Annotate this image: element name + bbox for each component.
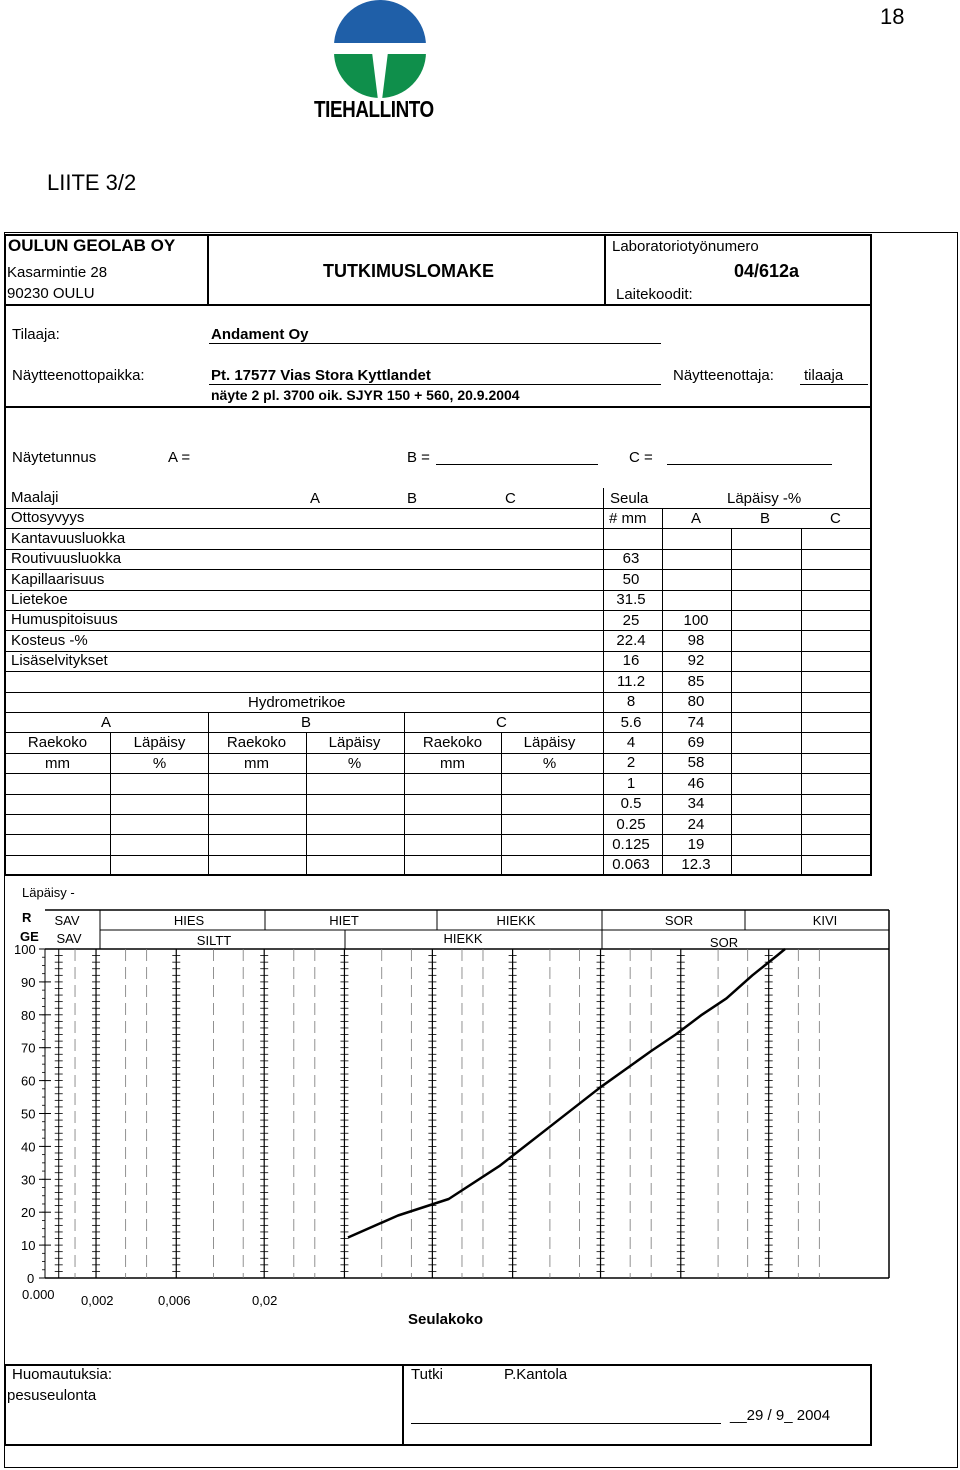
grid-col-line — [110, 732, 111, 874]
grid-row-line — [6, 508, 870, 509]
soil-class-label: HIEKK — [496, 913, 536, 928]
sieve-label: Seula — [610, 490, 649, 507]
org-name: OULUN GEOLAB OY — [8, 236, 176, 255]
examiner-name: P.Kantola — [504, 1366, 568, 1383]
y-tick-label: 10 — [21, 1238, 36, 1254]
grid-row-line — [6, 528, 870, 529]
form-box — [4, 234, 872, 876]
passing-a-cell: 19 — [687, 836, 705, 853]
date-text: __29 / 9_ 2004 — [730, 1407, 831, 1424]
property-label: Ottosyvyys — [11, 509, 85, 526]
grid-row-line — [6, 712, 870, 713]
divider — [604, 235, 606, 305]
x-tick-label: 0.000 — [22, 1287, 55, 1302]
hydro-pct: % — [152, 755, 167, 772]
grid-col-line — [731, 528, 732, 874]
hydro-mm: mm — [440, 755, 465, 772]
soil-class-label: SAV — [56, 931, 82, 946]
sample-c-label: C = — [629, 449, 653, 466]
grid-row-line — [6, 630, 870, 631]
grid-row-line — [6, 590, 870, 591]
hydro-size-label: Raekoko — [27, 734, 88, 751]
sieve-size-cell: 31.5 — [616, 591, 646, 608]
examiner-label: Tutki — [411, 1366, 443, 1383]
underline — [209, 343, 661, 344]
passing-a-cell: 98 — [687, 632, 705, 649]
sieve-size-cell: 5.6 — [620, 714, 642, 731]
sampling-place-label: Näytteenottopaikka: — [12, 367, 145, 384]
hydro-size-label: Raekoko — [422, 734, 483, 751]
y-tick-label: 70 — [21, 1040, 36, 1056]
hydro-pass-label: Läpäisy — [133, 734, 186, 751]
y-tick-label: 90 — [21, 974, 36, 990]
passing-label: Läpäisy -% — [727, 490, 802, 507]
property-label: Humuspitoisuus — [11, 611, 118, 628]
grid-row-line — [6, 753, 870, 754]
hydro-b: B — [301, 714, 312, 731]
property-label: Lisäselvitykset — [11, 652, 108, 669]
property-label: Kosteus -% — [11, 632, 88, 649]
grid-row-line — [6, 794, 870, 795]
class-row-ge-label: GE — [20, 929, 39, 944]
client-name: Andament Oy — [211, 326, 309, 343]
appendix-label: LIITE 3/2 — [47, 170, 137, 195]
underline — [436, 464, 598, 465]
sieve-size-cell: 25 — [622, 612, 640, 629]
hydro-mm: mm — [45, 755, 70, 772]
sampling-place-detail: näyte 2 pl. 3700 oik. SJYR 150 + 560, 20.9.2004 — [211, 387, 520, 403]
soil-class-label: SAV — [54, 913, 80, 928]
remarks-text: pesuseulonta — [7, 1387, 97, 1404]
hydro-mm: mm — [244, 755, 269, 772]
hydro-a: A — [101, 714, 112, 731]
sieve-size-cell: 50 — [622, 571, 640, 588]
grading-curve — [348, 949, 785, 1238]
soil-class-label: SOR — [664, 913, 694, 928]
grid-row-line — [6, 773, 870, 774]
property-label: Kapillaarisuus — [11, 571, 105, 588]
passing-col-a: A — [691, 510, 702, 527]
signature-line — [411, 1423, 721, 1424]
hydro-pct: % — [542, 755, 557, 772]
y-tick-label: 60 — [21, 1073, 36, 1089]
grid-row-line — [6, 610, 870, 611]
sieve-size-cell: 0.25 — [616, 816, 646, 833]
sieve-size-cell: 11.2 — [616, 673, 646, 690]
sieve-size-cell: 4 — [626, 734, 636, 751]
passing-a-cell: 12.3 — [681, 856, 711, 873]
grid-col-line — [404, 712, 405, 732]
grid-row-line — [6, 732, 870, 733]
grain-size-chart — [0, 900, 960, 1340]
grid-row-line — [6, 671, 870, 672]
sieve-size-cell: 0.063 — [612, 856, 650, 873]
grid-col-line — [801, 528, 802, 874]
underline — [209, 384, 661, 385]
x-tick-label: 0,006 — [158, 1293, 191, 1308]
property-label: Kantavuusluokka — [11, 530, 126, 547]
divider — [5, 406, 871, 408]
passing-a-cell: 46 — [687, 775, 705, 792]
grid-row-line — [6, 651, 870, 652]
sample-b-label: B = — [407, 449, 430, 466]
grid-row-line — [6, 549, 870, 550]
sieve-size-cell: 8 — [626, 693, 636, 710]
sampler-label: Näytteenottaja: — [673, 367, 774, 384]
soil-class-label: KIVI — [812, 913, 838, 928]
grid-row-line — [6, 569, 870, 570]
sieve-size-cell: 2 — [626, 754, 636, 771]
remarks-label: Huomautuksia: — [12, 1366, 113, 1383]
soil-class-label: HIEKK — [443, 931, 483, 946]
passing-a-cell: 74 — [687, 714, 705, 731]
underline — [667, 464, 832, 465]
tiehallinto-logo — [300, 0, 460, 125]
sieve-size-cell: 0.5 — [620, 795, 642, 812]
passing-a-cell: 58 — [687, 754, 705, 771]
class-row-r-label: R — [22, 910, 32, 925]
passing-a-cell: 69 — [687, 734, 705, 751]
hydrometer-title: Hydrometrikoe — [248, 694, 346, 711]
lab-codes-label: Laitekoodit: — [616, 286, 693, 303]
sieve-size-cell: 22.4 — [616, 632, 646, 649]
soil-class-label: HIET — [329, 913, 359, 928]
sieve-size-cell: 16 — [622, 652, 640, 669]
logo-text: TIEHALLINTO — [314, 96, 434, 122]
soil-class-label: SOR — [709, 935, 739, 950]
hydro-pct: % — [347, 755, 362, 772]
soil-class-label: HIES — [173, 913, 205, 928]
passing-a-cell: 34 — [687, 795, 705, 812]
y-tick-label: 20 — [21, 1205, 36, 1221]
y-tick-label: 50 — [21, 1106, 36, 1122]
sieve-size-cell: 0.125 — [612, 836, 650, 853]
passing-a-cell: 80 — [687, 693, 705, 710]
sieve-size-cell: 1 — [626, 775, 636, 792]
prop-col-a: A — [310, 490, 321, 507]
y-tick-label: 40 — [21, 1139, 36, 1155]
form-title: TUTKIMUSLOMAKE — [323, 261, 494, 281]
passing-a-cell: 92 — [687, 652, 705, 669]
sampler-name: tilaaja — [804, 367, 844, 384]
sample-a-label: A = — [168, 449, 191, 466]
org-postal: 90230 OULU — [7, 285, 95, 302]
passing-a-cell: 100 — [683, 612, 709, 629]
y-tick-label: 0 — [27, 1271, 35, 1286]
y-tick-label: 30 — [21, 1172, 36, 1188]
passing-col-c: C — [830, 510, 841, 527]
hydro-pass-label: Läpäisy — [328, 734, 381, 751]
sample-id-label: Näytetunnus — [12, 449, 97, 466]
property-label: Routivuusluokka — [11, 550, 122, 567]
y-tick-label: 80 — [21, 1007, 36, 1023]
grid-row-line — [6, 834, 870, 835]
grid-row-line — [6, 692, 870, 693]
divider — [207, 235, 209, 305]
grid-col-line — [662, 508, 663, 874]
grid-col-line — [306, 732, 307, 874]
grid-row-line — [6, 855, 870, 856]
passing-a-cell: 24 — [687, 816, 705, 833]
x-tick-label: 0,002 — [81, 1293, 114, 1308]
y-tick-label: 100 — [14, 942, 36, 957]
page-number: 18 — [880, 4, 905, 29]
passing-col-b: B — [760, 510, 771, 527]
org-address: Kasarmintie 28 — [7, 264, 108, 281]
property-label: Maalaji — [11, 489, 59, 506]
underline — [800, 384, 868, 385]
soil-class-label: SILTT — [196, 933, 232, 948]
divider — [402, 1365, 404, 1445]
hydro-size-label: Raekoko — [226, 734, 287, 751]
hydro-pass-label: Läpäisy — [523, 734, 576, 751]
divider — [5, 304, 871, 306]
sieve-mm-label: # mm — [609, 510, 647, 527]
chart-ylabel: Läpäisy - — [22, 885, 75, 900]
chart-xlabel: Seulakoko — [408, 1311, 484, 1328]
grid-col-line — [501, 732, 502, 874]
prop-col-c: C — [505, 490, 516, 507]
sampling-place: Pt. 17577 Vias Stora Kyttlandet — [211, 367, 431, 384]
hydro-c: C — [496, 714, 507, 731]
client-label: Tilaaja: — [12, 326, 60, 343]
grid-row-line — [6, 814, 870, 815]
passing-a-cell: 85 — [687, 673, 705, 690]
lab-number-label: Laboratoriotyönumero — [612, 238, 759, 255]
sieve-size-cell: 63 — [622, 550, 640, 567]
lab-number: 04/612a — [734, 261, 800, 281]
x-tick-label: 0,02 — [252, 1293, 278, 1308]
prop-col-b: B — [407, 490, 418, 507]
property-label: Lietekoe — [11, 591, 68, 608]
grid-col-line — [208, 712, 209, 732]
